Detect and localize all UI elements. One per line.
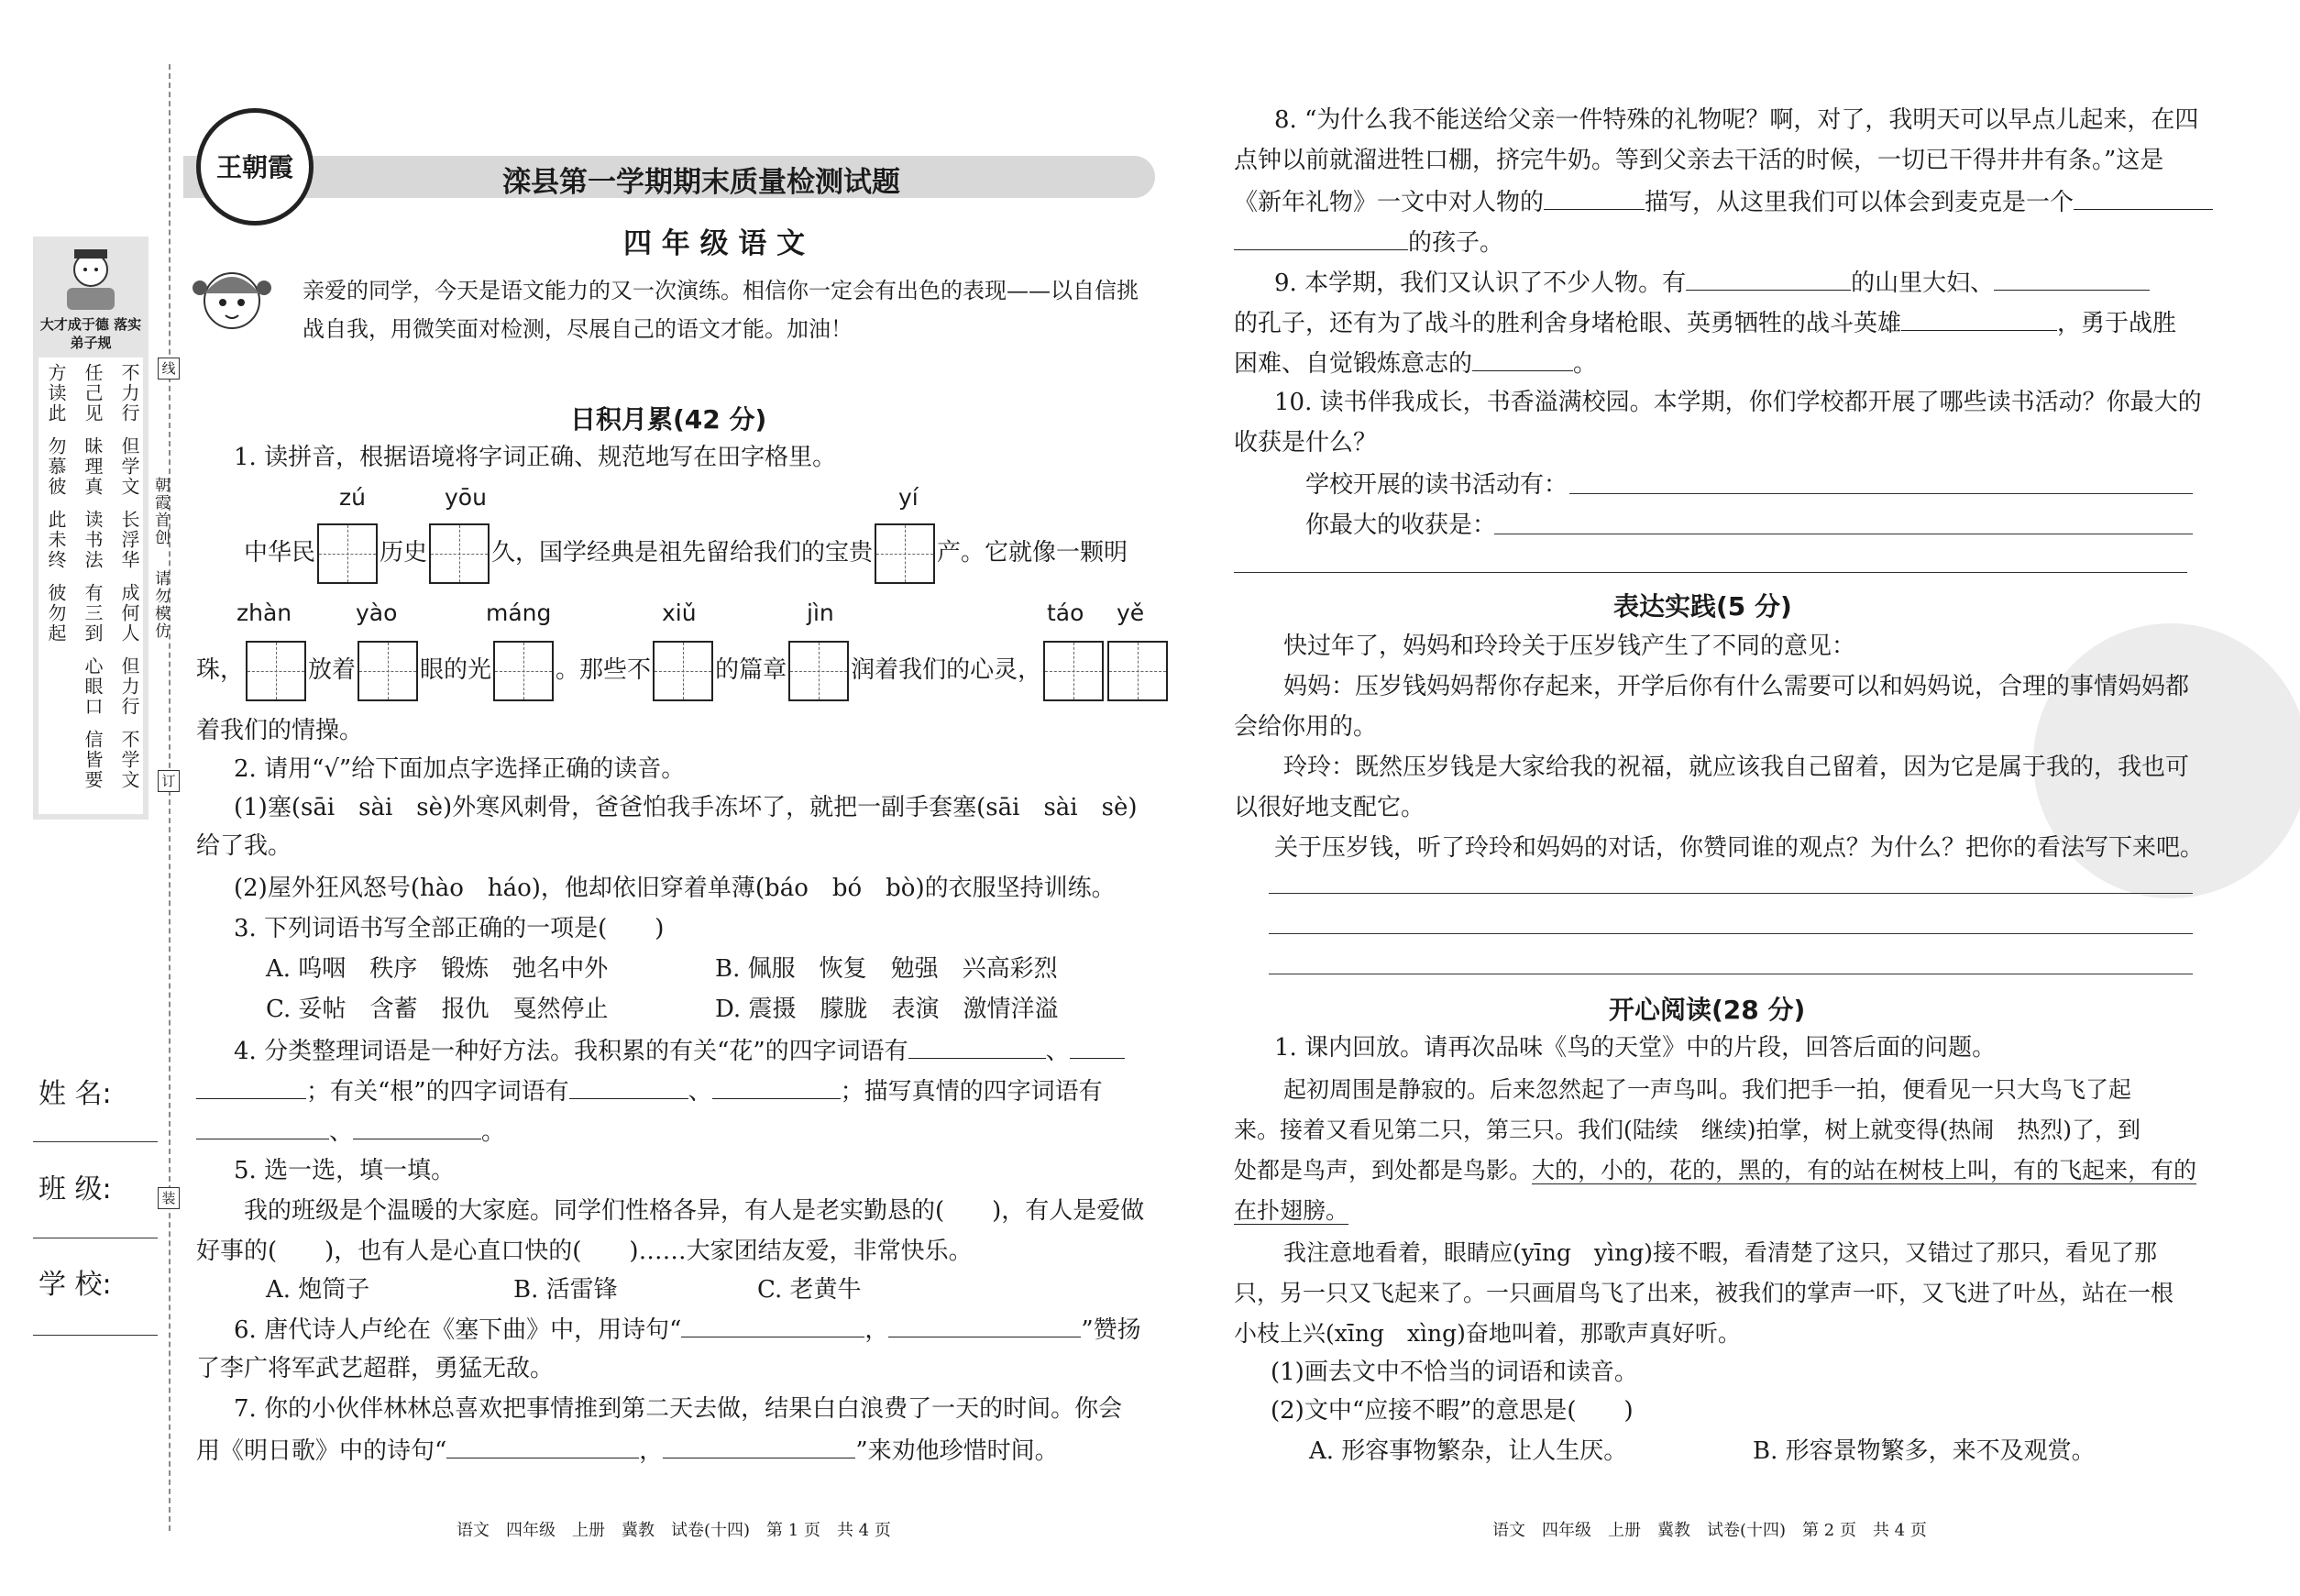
name-field[interactable]	[33, 1141, 158, 1142]
tian-box[interactable]	[493, 641, 554, 701]
intro-line: 亲爱的同学，今天是语文能力的又一次演练。相信你一定会有出色的表现——以自信挑	[303, 278, 1139, 303]
answer-blank[interactable]	[446, 1434, 639, 1458]
q1-line3: 着我们的情操。	[196, 717, 364, 744]
motto-col: 此未终	[45, 510, 67, 570]
q5-stem: 5. 选一选，填一填。	[234, 1157, 456, 1184]
q3-option-b[interactable]: B. 佩服 恢复 勉强 兴高彩烈	[715, 955, 1058, 983]
reading-q1: 1. 课内回放。请再次品味《鸟的天堂》中的片段，回答后面的问题。	[1274, 1034, 1997, 1062]
q3-option-d[interactable]: D. 震摄 朦胧 表演 激情洋溢	[715, 996, 1059, 1023]
answer-blank[interactable]	[888, 1313, 1081, 1337]
reading-subq1: (1)画去文中不恰当的词语和读音。	[1271, 1359, 1638, 1386]
answer-blank[interactable]	[2074, 185, 2213, 210]
q5-option-a[interactable]: A. 炮筒子	[266, 1276, 370, 1304]
pinyin: zhàn	[237, 600, 292, 626]
logo	[196, 108, 314, 226]
reading-text: 我注意地看着，眼睛应(yīng yìng)接不暇，看清楚了这只，又错过了那只，看见了那	[1283, 1239, 2157, 1266]
pinyin: jìn	[807, 600, 834, 626]
q6-line1: 6. 唐代诗人卢纶在《塞下曲》中，用诗句“ ， ”赞扬	[234, 1313, 1141, 1346]
tian-box[interactable]	[653, 641, 713, 701]
q8-line4: 的孩子。	[1234, 226, 1503, 259]
q8-line3: 《新年礼物》一文中对人物的 描写，从这里我们可以体会到麦克是一个	[1234, 185, 2213, 218]
tian-box[interactable]	[429, 523, 490, 584]
q3-stem: 3. 下列词语书写全部正确的一项是( )	[234, 915, 665, 942]
name-label: 姓 名:	[39, 1078, 112, 1110]
q10-activities-label: 学校开展的读书活动有：	[1305, 471, 1568, 499]
s2-text: 玲玲：既然压岁钱是大家给我的祝福，就应该我自己留着，因为它是属于我的，我也可	[1283, 754, 2190, 781]
reading-text	[1234, 1195, 1348, 1227]
q5-option-c[interactable]: C. 老黄牛	[757, 1276, 862, 1304]
q8-line2: 点钟以前就溜进牲口棚，挤完牛奶。等到父亲去干活的时候，一切已干得井井有条。”这是	[1234, 147, 2164, 174]
seal-zhuang: 装	[158, 1187, 180, 1209]
pinyin: yě	[1117, 600, 1145, 626]
pinyin: máng	[486, 600, 552, 626]
pinyin: yào	[356, 600, 398, 626]
answer-line[interactable]	[1269, 933, 2193, 934]
answer-blank[interactable]	[1234, 226, 1408, 250]
answer-blank[interactable]	[1686, 266, 1851, 291]
motto-col: 有三到	[82, 583, 104, 644]
footer-right: 语文 四年级 上册 冀教 试卷(十四) 第 2 页 共 4 页	[1492, 1521, 1927, 1540]
motto-col: 成何人	[118, 583, 140, 644]
motto-col: 勿慕彼	[45, 436, 67, 497]
q5-text: 好事的( )，也有人是心直口快的( )……大家团结友爱，非常快乐。	[196, 1238, 973, 1265]
motto-col: 但力行	[118, 656, 140, 717]
s2-text: 会给你用的。	[1234, 713, 1378, 741]
motto-col: 不力行	[118, 363, 140, 424]
motto-col: 长浮华	[118, 510, 140, 570]
answer-blank[interactable]	[1070, 1034, 1125, 1059]
q9-line3: 困难、自觉锻炼意志的 。	[1234, 347, 1597, 380]
motto-col: 彼勿起	[45, 583, 67, 644]
q1-line1: 中华民 历史 久，国学经典是祖先留给我们的宝贵 产。它就像一颗明	[244, 523, 1128, 584]
school-label: 学 校:	[39, 1269, 112, 1301]
tian-box[interactable]	[1107, 641, 1168, 701]
answer-line[interactable]	[1234, 572, 2187, 573]
answer-line[interactable]	[1569, 493, 2193, 494]
q10-line1: 10. 读书伴我成长，书香溢满校园。本学期，你们学校都开展了哪些读书活动？你最大的	[1274, 389, 2202, 416]
q2-stem: 2. 请用“√”给下面加点字选择正确的读音。	[234, 755, 686, 783]
underlined-sentence: 在扑翅膀。	[1234, 1197, 1349, 1224]
pinyin: yōu	[445, 484, 487, 511]
q10-line2: 收获是什么？	[1234, 429, 1378, 457]
q7-line1: 7. 你的小伙伴林林总喜欢把事情推到第二天去做，结果白白浪费了一天的时间。你会	[234, 1395, 1123, 1423]
q4-line1: 4. 分类整理词语是一种好方法。我积累的有关“花”的四字词语有 、	[234, 1034, 1125, 1067]
q3-option-a[interactable]: A. 呜咽 秩序 锻炼 弛名中外	[266, 955, 609, 983]
tian-box[interactable]	[1043, 641, 1104, 701]
answer-blank[interactable]	[196, 1115, 329, 1139]
section-title-2: 表达实践(5 分)	[1613, 591, 1792, 622]
s2-text: 快过年了，妈妈和玲玲关于压岁钱产生了不同的意见：	[1283, 633, 1856, 660]
reading-text: 起初周围是静寂的。后来忽然起了一声鸟叫。我们把手一拍，便看见一只大鸟飞了起	[1283, 1076, 2132, 1103]
s2-text: 以很好地支配它。	[1234, 794, 1425, 821]
motto-col: 方读此	[45, 363, 67, 424]
answer-blank[interactable]	[712, 1074, 841, 1099]
q2-1: (1)塞(sāi sài sè)外寒风刺骨，爸爸怕我手冻坏了，就把一副手套塞(sāi sài sè)	[234, 794, 1138, 821]
q3-option-c[interactable]: C. 妥帖 含蓄 报仇 戛然停止	[266, 996, 609, 1023]
motto-col: 信皆要	[82, 730, 104, 790]
reading-text: 处都是鸟声，到处都是鸟影。大的，小的，花的，黑的，有的站在树枝上叫，有的飞起来，有的	[1234, 1157, 2197, 1183]
answer-blank[interactable]	[1901, 306, 2057, 331]
q10-harvest-label: 你最大的收获是：	[1305, 512, 1497, 539]
footer-left: 语文 四年级 上册 冀教 试卷(十四) 第 1 页 共 4 页	[457, 1521, 891, 1540]
motto-col: 昧理真	[82, 436, 104, 497]
motto-col: 心眼口	[82, 656, 104, 717]
answer-blank[interactable]	[908, 1034, 1046, 1059]
answer-blank[interactable]	[663, 1434, 855, 1458]
intro-line: 战自我，用微笑面对检测，尽展自己的语文才能。加油！	[303, 316, 853, 342]
seal-line: 线	[158, 358, 180, 380]
tian-box[interactable]	[875, 523, 935, 584]
q7-line2: 用《明日歌》中的诗句“ ， ”来劝他珍惜时间。	[196, 1434, 1059, 1467]
pinyin: táo	[1047, 600, 1084, 626]
class-label: 班 级:	[39, 1173, 112, 1205]
section-title-1: 日积月累(42 分)	[570, 404, 767, 435]
motto-panel	[33, 237, 149, 820]
q9-line2: 的孔子，还有为了战斗的胜利舍身堵枪眼、英勇牺牲的战斗英雄 ，勇于战胜	[1234, 306, 2176, 339]
scholar-figure-icon	[36, 242, 146, 314]
answer-blank[interactable]	[569, 1074, 688, 1099]
reading-text: 来。接着又看见第二只，第三只。我们(陆续 继续)拍掌，树上就变得(热闹 热烈)了，到	[1234, 1117, 2141, 1143]
q9-line1: 9. 本学期，我们又认识了不少人物。有 的山里大妇、	[1274, 266, 2150, 299]
reading-text: 只，另一只又飞起来了。一只画眉鸟飞了出来，被我们的掌声一吓，又飞进了叶丛，站在一根	[1234, 1280, 2174, 1306]
margin-dashed-line	[169, 64, 171, 1531]
q2-2: (2)屋外狂风怒号(hào háo)，他却依旧穿着单薄(báo bó bò)的衣服坚持训练。	[234, 875, 1116, 902]
subtitle: 四 年 级 语 文	[623, 227, 806, 260]
tian-box[interactable]	[788, 641, 849, 701]
answer-line[interactable]	[1269, 893, 2193, 894]
girl-illustration-icon	[193, 260, 271, 336]
seal-ding: 订	[158, 770, 180, 792]
section-title-3: 开心阅读(28 分)	[1609, 995, 1806, 1025]
motto-col: 不学文	[118, 730, 140, 790]
answer-blank[interactable]	[1994, 266, 2150, 291]
tian-box[interactable]	[246, 641, 306, 701]
answer-blank[interactable]	[196, 1074, 306, 1099]
q6-line2: 了李广将军武艺超群，勇猛无敌。	[196, 1355, 555, 1382]
reading-subq2: (2)文中“应接不暇”的意思是( )	[1271, 1397, 1634, 1425]
underlined-sentence: 大的，小的，花的，黑的，有的站在树枝上叫，有的飞起来，有的	[1532, 1157, 2197, 1183]
answer-blank[interactable]	[353, 1115, 481, 1139]
answer-blank[interactable]	[681, 1313, 864, 1337]
tian-box[interactable]	[358, 641, 418, 701]
reading-option-a[interactable]: A. 形容事物繁杂，让人生厌。	[1309, 1437, 1628, 1465]
q2-1b: 给了我。	[196, 832, 292, 860]
motto-col: 任己见	[82, 363, 104, 424]
answer-blank[interactable]	[1472, 347, 1573, 371]
q1-line2: 珠， 放着 眼的光 。那些不 的篇章 润着我们的心灵，	[196, 640, 1170, 701]
tian-box[interactable]	[317, 523, 378, 584]
school-field[interactable]	[33, 1335, 158, 1336]
q1-stem: 1. 读拼音，根据语境将字词正确、规范地写在田字格里。	[234, 444, 837, 471]
motto-col: 读书法	[82, 510, 104, 570]
q5-option-b[interactable]: B. 活雷锋	[513, 1276, 618, 1304]
q5-text: 我的班级是个温暖的大家庭。同学们性格各异，有人是老实勤恳的( )，有人是爱做	[244, 1197, 1145, 1225]
s2-prompt: 关于压岁钱，听了玲玲和妈妈的对话，你赞同谁的观点？为什么？把你的看法写下来吧。	[1274, 834, 2205, 862]
q4-line2: ；有关“根”的四字词语有 、 ；描写真情的四字词语有	[196, 1074, 1103, 1107]
vertical-note: 请勿模仿	[151, 570, 170, 640]
q8-line1: 8. “为什么我不能送给父亲一件特殊的礼物呢？啊，对了，我明天可以早点儿起来，在四	[1274, 106, 2199, 134]
q4-line3: 、 。	[196, 1115, 505, 1148]
pinyin: xiǔ	[662, 600, 697, 626]
motto-title: 大才成于德 落实弟子规	[39, 316, 142, 351]
answer-blank[interactable]	[1544, 185, 1645, 210]
logo-text: 王朝霞	[215, 152, 293, 182]
pinyin: yí	[898, 484, 919, 511]
main-title: 滦县第一学期期末质量检测试题	[502, 166, 900, 199]
s2-text: 妈妈：压岁钱妈妈帮你存起来，开学后你有什么需要可以和妈妈说，合理的事情妈妈都	[1283, 673, 2190, 700]
pinyin: zú	[339, 484, 366, 511]
reading-text: 小枝上兴(xīng xìng)奋地叫着，那歌声真好听。	[1234, 1320, 1741, 1347]
vertical-note: 朝霞首创	[151, 477, 170, 546]
reading-option-b[interactable]: B. 形容景物繁多，来不及观赏。	[1753, 1437, 2096, 1465]
motto-col: 但学文	[118, 436, 140, 497]
